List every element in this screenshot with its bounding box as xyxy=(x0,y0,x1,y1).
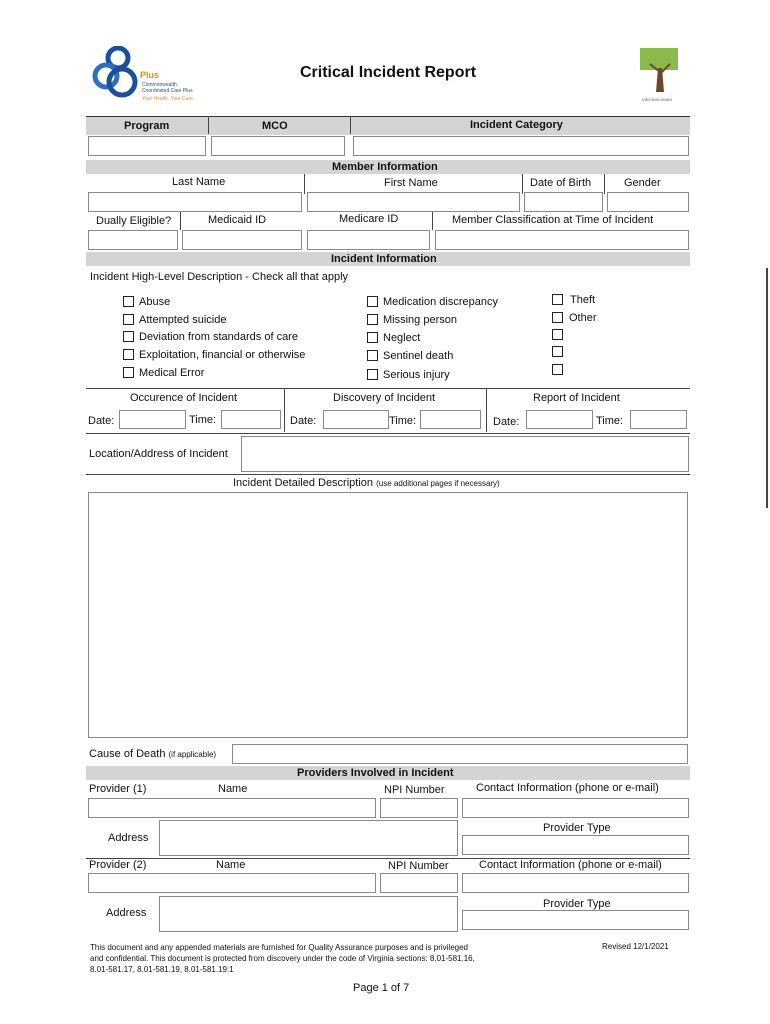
checkbox-label-serious-injury: Serious injury xyxy=(383,369,450,381)
checkbox-label-sentinel-death: Sentinel death xyxy=(383,350,454,362)
checkbox-abuse[interactable] xyxy=(123,296,134,307)
ccc-plus-logo-icon xyxy=(88,46,148,106)
checkbox-sentinel-death[interactable] xyxy=(367,350,378,361)
checkbox-blank-3[interactable] xyxy=(552,364,563,375)
disclaimer-line-2: and confidential. This document is protected from discovery under the code of Virginia sections: 8.01-581.16, xyxy=(90,954,475,963)
provider1-type-input[interactable] xyxy=(462,835,689,855)
checkbox-theft[interactable] xyxy=(552,294,563,305)
program-header-band xyxy=(86,116,690,135)
medicare-id-input[interactable] xyxy=(307,230,430,250)
checkbox-label-deviation: Deviation from standards of care xyxy=(139,331,298,343)
report-time-label: Time: xyxy=(596,415,624,427)
checkbox-label-attempted-suicide: Attempted suicide xyxy=(139,314,227,326)
provider2-npi-input[interactable] xyxy=(380,873,458,893)
program-label: Program xyxy=(124,120,170,132)
disclaimer-line-3: 8.01-581.17, 8.01-581.19, 8.01-581.19:1 xyxy=(90,965,234,974)
detailed-description-label xyxy=(233,477,500,490)
checkbox-label-exploitation: Exploitation, financial or otherwise xyxy=(139,349,306,361)
provider2-address-input[interactable] xyxy=(159,896,458,932)
location-input[interactable] xyxy=(241,436,689,472)
gender-input[interactable] xyxy=(607,192,689,212)
provider1-npi-input[interactable] xyxy=(380,798,458,818)
checkbox-other[interactable] xyxy=(552,312,563,323)
dually-eligible-label: Dually Eligible? xyxy=(96,215,172,227)
discovery-time-label: Time: xyxy=(389,415,417,427)
incident-category-input[interactable] xyxy=(353,136,689,156)
occurrence-date-label: Date: xyxy=(88,415,115,427)
incident-info-heading: Incident Information xyxy=(331,253,437,265)
provider2-name-input[interactable] xyxy=(88,873,376,893)
dob-input[interactable] xyxy=(524,192,603,212)
page-number: Page 1 of 7 xyxy=(353,982,410,994)
medicaid-id-input[interactable] xyxy=(182,230,302,250)
tree-icon xyxy=(636,46,684,96)
provider2-type-input[interactable] xyxy=(462,910,689,930)
first-name-label: First Name xyxy=(384,177,438,189)
provider1-type-label: Provider Type xyxy=(543,822,611,834)
report-date-label: Date: xyxy=(493,416,520,428)
dmas-logo xyxy=(636,46,684,106)
provider1-label: Provider (1) xyxy=(89,783,147,795)
provider1-name-input[interactable] xyxy=(88,798,376,818)
provider1-name-label: Name xyxy=(218,783,248,795)
discovery-time-input[interactable] xyxy=(420,410,481,429)
checkbox-blank-1[interactable] xyxy=(552,329,563,340)
location-label: Location/Address of Incident xyxy=(89,448,228,460)
provider2-name-label: Name xyxy=(216,859,246,871)
provider1-npi-label: NPI Number xyxy=(384,784,445,796)
program-input[interactable] xyxy=(88,136,206,156)
logo-plus-text: Plus xyxy=(140,70,160,80)
occurrence-label: Occurence of Incident xyxy=(130,392,238,404)
checkbox-label-neglect: Neglect xyxy=(383,332,421,344)
gender-label: Gender xyxy=(624,177,661,189)
logo-line2: Coordinated Care Plus xyxy=(142,88,193,94)
medicare-id-label: Medicare ID xyxy=(339,213,399,225)
provider1-contact-input[interactable] xyxy=(462,798,689,818)
checkbox-label-abuse: Abuse xyxy=(139,296,171,308)
checkbox-label-missing-person: Missing person xyxy=(383,314,457,326)
edge-mark xyxy=(766,268,768,508)
checkbox-medication-discrepancy[interactable] xyxy=(367,296,378,307)
discovery-date-input[interactable] xyxy=(323,410,389,429)
checkbox-label-theft: Theft xyxy=(570,294,596,306)
provider1-address-label: Address xyxy=(108,832,149,844)
provider1-contact-label: Contact Information (phone or e-mail) xyxy=(476,782,659,794)
cause-of-death-note: (if applicable) xyxy=(168,750,217,759)
checkbox-missing-person[interactable] xyxy=(367,314,378,325)
occurrence-date-input[interactable] xyxy=(119,410,186,429)
checkbox-serious-injury[interactable] xyxy=(367,369,378,380)
cause-of-death-input[interactable] xyxy=(232,744,688,764)
report-time-input[interactable] xyxy=(630,410,687,429)
cause-of-death-text: Cause of Death xyxy=(89,748,166,760)
revised-date: Revised 12/1/2021 xyxy=(602,942,669,951)
dually-eligible-input[interactable] xyxy=(88,230,178,250)
checkbox-neglect[interactable] xyxy=(367,332,378,343)
last-name-input[interactable] xyxy=(88,192,302,212)
page-title: Critical Incident Report xyxy=(300,64,477,81)
detailed-description-text: Incident Detailed Description xyxy=(233,477,374,489)
first-name-input[interactable] xyxy=(307,192,520,212)
provider1-address-input[interactable] xyxy=(159,820,458,856)
last-name-label: Last Name xyxy=(172,176,226,188)
provider2-contact-input[interactable] xyxy=(462,873,689,893)
checkbox-deviation[interactable] xyxy=(123,331,134,342)
checkbox-label-medication-discrepancy: Medication discrepancy xyxy=(383,296,498,308)
checkbox-medical-error[interactable] xyxy=(123,367,134,378)
providers-heading: Providers Involved in Incident xyxy=(297,767,454,779)
provider2-label: Provider (2) xyxy=(89,859,147,871)
checkbox-attempted-suicide[interactable] xyxy=(123,314,134,325)
detailed-description-note: (use additional pages if necessary) xyxy=(376,479,500,488)
disclaimer-line-1: This document and any appended materials are furnished for Quality Assurance purposes and is privileged xyxy=(90,943,468,952)
member-classification-input[interactable] xyxy=(435,230,689,250)
mco-input[interactable] xyxy=(211,136,345,156)
discovery-date-label: Date: xyxy=(290,415,317,427)
report-date-input[interactable] xyxy=(526,410,593,429)
report-label: Report of Incident xyxy=(533,392,620,404)
medicaid-id-label: Medicaid ID xyxy=(208,214,267,226)
provider2-address-label: Address xyxy=(106,907,147,919)
occurrence-time-label: Time: xyxy=(189,414,217,426)
footer-disclaimer xyxy=(90,942,475,975)
logo-tagline: Your Health. Your Care. xyxy=(142,96,195,102)
member-info-heading: Member Information xyxy=(332,161,438,173)
checkbox-label-medical-error: Medical Error xyxy=(139,367,205,379)
provider2-type-label: Provider Type xyxy=(543,898,611,910)
provider2-contact-label: Contact Information (phone or e-mail) xyxy=(479,859,662,871)
dob-label: Date of Birth xyxy=(530,177,592,189)
mco-label: MCO xyxy=(262,120,288,132)
ccc-plus-logo xyxy=(88,46,218,108)
provider2-npi-label: NPI Number xyxy=(388,860,449,872)
checkbox-blank-2[interactable] xyxy=(552,346,563,357)
member-classification-label: Member Classification at Time of Incident xyxy=(452,214,654,226)
cause-of-death-label xyxy=(89,748,216,761)
logo-line1: Commonwealth xyxy=(142,82,177,88)
dmas-caption: VIRGINIA DMAS xyxy=(642,97,673,102)
checkbox-label-other: Other xyxy=(569,312,597,324)
occurrence-time-input[interactable] xyxy=(221,410,281,429)
discovery-label: Discovery of Incident xyxy=(333,392,436,404)
checkbox-exploitation[interactable] xyxy=(123,349,134,360)
incident-category-label: Incident Category xyxy=(470,119,563,131)
detailed-description-input[interactable] xyxy=(88,492,688,738)
description-prompt: Incident High-Level Description - Check all that apply xyxy=(90,271,349,283)
